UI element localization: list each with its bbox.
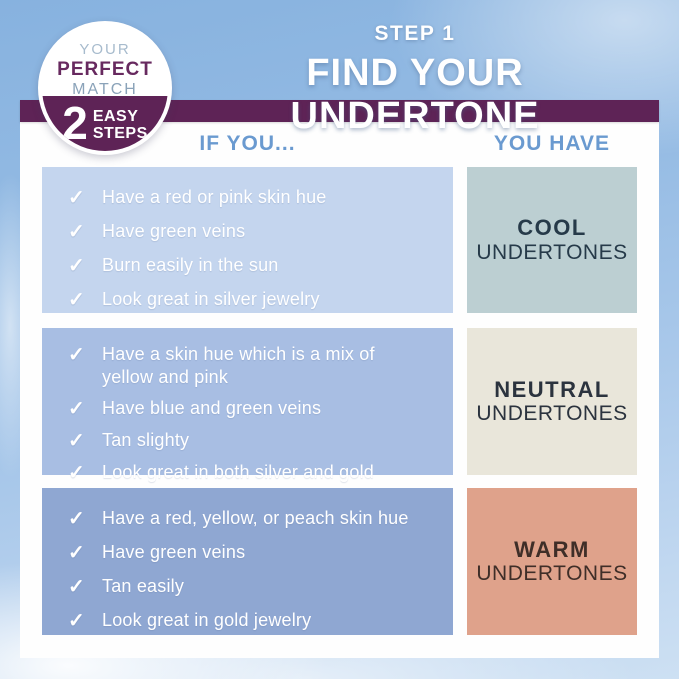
check-icon: ✓: [68, 344, 85, 366]
checklist-item: [62, 609, 427, 633]
badge-word-easy: EASY: [92, 108, 139, 125]
checklist-item: [62, 254, 427, 278]
badge-number-2: 2: [62, 97, 88, 149]
check-icon: ✓: [68, 576, 85, 598]
checklist-item-text: Burn easily in the sun: [102, 255, 279, 275]
result-label: UNDERTONES: [476, 402, 628, 426]
check-icon: ✓: [68, 542, 85, 564]
check-icon: ✓: [68, 221, 85, 243]
check-icon: ✓: [68, 610, 85, 632]
result-label: UNDERTONES: [476, 240, 628, 264]
checklist-item: [62, 575, 427, 599]
step-label: STEP 1: [374, 22, 456, 45]
checklist-item: [62, 186, 427, 210]
result-warm-undertones: [467, 488, 637, 635]
badge-inner: [42, 25, 168, 151]
checklist-item-text: Have green veins: [102, 542, 246, 562]
checklist-item-text: Have a red, yellow, or peach skin hue: [102, 508, 409, 528]
badge-line-your: YOUR: [79, 41, 131, 58]
column-header-if-you: IF YOU...: [199, 132, 296, 155]
checklist-item-text: Look great in silver jewelry: [102, 289, 320, 309]
checklist-item: [62, 343, 427, 389]
checklist-item-text: Look great in gold jewelry: [102, 610, 312, 630]
result-word: WARM: [514, 536, 590, 562]
badge-line-match: MATCH: [72, 81, 138, 98]
check-icon: ✓: [68, 398, 85, 421]
checklist-item: [62, 220, 427, 244]
page-title: FIND YOUR UNDERTONE: [290, 52, 540, 137]
checklist-item-text: Have a red or pink skin hue: [102, 187, 327, 207]
checklist-cool: [42, 167, 453, 313]
checklist-item: [62, 397, 427, 421]
checklist-item: [62, 507, 427, 531]
result-word: COOL: [517, 215, 587, 241]
checklist-item: [62, 288, 427, 312]
checklist-item-text: Look great in both silver and gold: [102, 462, 374, 483]
checklist-item-text: Tan slighty: [102, 430, 190, 451]
result-label: UNDERTONES: [476, 562, 628, 586]
checklist-item-text: Tan easily: [102, 576, 185, 596]
check-icon: ✓: [68, 255, 85, 277]
check-icon: ✓: [68, 508, 85, 530]
result-cool-undertones: [467, 167, 637, 313]
badge-top-text: [42, 42, 168, 98]
checklist-item-text: Have a skin hue which is a mix of yellow and pink: [102, 344, 375, 388]
check-icon: ✓: [68, 430, 85, 453]
badge-steps-words: [93, 109, 148, 143]
checklist-item-text: Have green veins: [102, 221, 246, 241]
column-header-you-have: YOU HAVE: [493, 132, 611, 155]
result-word: NEUTRAL: [494, 376, 610, 402]
badge-easy-steps: [42, 97, 168, 149]
checklist-item-text: Have blue and green veins: [102, 398, 322, 419]
check-icon: ✓: [68, 289, 85, 311]
badge-word-steps: STEPS: [92, 124, 148, 142]
check-icon: ✓: [68, 187, 85, 209]
checklist-neutral: [42, 328, 453, 485]
result-neutral-undertones: [467, 328, 637, 475]
checklist-item: [62, 429, 427, 453]
checklist-item: [62, 461, 427, 485]
badge-line-perfect: PERFECT: [57, 59, 153, 80]
checklist-item: [62, 541, 427, 565]
check-icon: ✓: [68, 462, 85, 485]
page-header: [185, 22, 645, 138]
perfect-match-badge: [38, 21, 172, 155]
checklist-warm: [42, 488, 453, 635]
